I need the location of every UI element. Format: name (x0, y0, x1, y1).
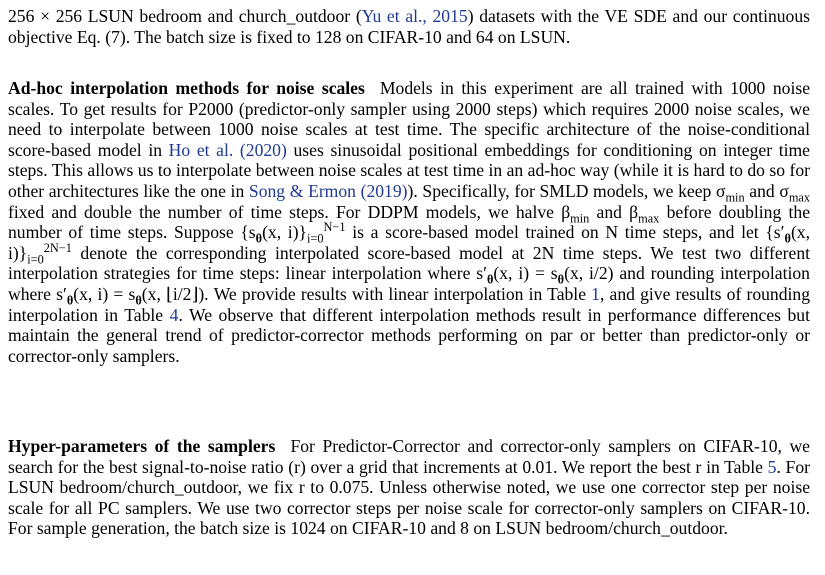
text: ) datasets with the VE SDE and our continuous objective Eq. (7). The batch size is fixed to 128 on CIFAR-10 and 64 on LSUN. (8, 6, 810, 47)
citation-link[interactable]: Yu et al., 2015 (361, 6, 468, 26)
text: (x, i)} (262, 222, 307, 243)
text: , and give results of rounding interpolation in Table (8, 283, 811, 325)
subscript: max (638, 211, 660, 226)
text: (x, ⌊i/2⌋). We provide results with linear interpolation in Table (141, 283, 592, 304)
text: . We observe that different interpolation methods result in performance differences but maintain the general trend of predictor-corrector methods performing on par or better than predictor-only or corrector-only samplers. (8, 304, 810, 366)
superscript: N−1 (323, 220, 346, 235)
text: 256 × 256 LSUN bedroom and church_outdoor ( (8, 6, 362, 26)
text: (x, i) = s (73, 283, 136, 304)
citation-link[interactable]: Song & Ermon (2019) (248, 180, 408, 201)
subscript: max (788, 190, 811, 205)
text: (x, i) = s (493, 263, 558, 284)
subscript: θ (784, 231, 791, 246)
table-ref-link[interactable]: 5 (767, 456, 777, 477)
subscript: θ (135, 293, 142, 308)
text: uses sinusoidal positional embeddings for conditioning on integer time steps. This allows us to interpolate between noise scales at test time in an ad-hoc way (while it is hard to do so for other architectures like the one in (8, 139, 810, 201)
text: is a score-based model trained on N time steps, and let {s′ (345, 222, 785, 243)
text: . For LSUN bedroom/church_outdoor, we fix r to 0.075. Unless otherwise noted, we use one corrector step per noise scale for all PC samplers. We use two corrector steps per noise scale for corrector-only samplers on CIFAR-10. For sample generation, the batch size is 1024 on CIFAR-10 and 8 on LSUN bedroom/church_outdoor. (8, 456, 810, 539)
paragraph-sampler-hyperparameters (8, 436, 810, 539)
table-ref-link[interactable]: 4 (169, 304, 179, 325)
paragraph-intro (8, 6, 810, 47)
subscript: i=0 (307, 231, 324, 246)
paragraph-adhoc-interpolation (8, 78, 810, 366)
text: Models in this experiment are all trained with 1000 noise scales. To get results for P2000 (predictor-only sampler using 2000 steps) which requires 2000 noise scales, we need to interpolate between 1000 noise scales at test time. The specific architecture of the noise-conditional score-based model in (8, 78, 810, 160)
text: For Predictor-Corrector and corrector-only samplers on CIFAR-10, we search for the best signal-to-noise ratio (r) over a grid that increments at 0.01. We report the best r in Table (8, 436, 810, 477)
text: and σ (744, 180, 789, 201)
text: and β (589, 201, 639, 222)
text: denote the corresponding interpolated score-based model at 2N time steps. We test two different interpolation strategies for time steps: linear interpolation where s′ (8, 242, 810, 284)
subscript: min (570, 211, 590, 226)
subscript: i=0 (27, 252, 44, 267)
paragraph-heading: Ad-hoc interpolation methods for noise scales (8, 78, 365, 98)
subscript: θ (66, 293, 74, 308)
text: before doubling the number of time steps. Suppose {s (8, 201, 810, 243)
text: (x, i)} (8, 222, 810, 263)
text: (x, i/2) and rounding interpolation where s′ (8, 263, 810, 304)
subscript: θ (557, 272, 565, 287)
citation-link[interactable]: Ho et al. (2020) (168, 139, 287, 160)
paragraph-heading: Hyper-parameters of the samplers (8, 436, 276, 456)
superscript: 2N−1 (43, 240, 72, 255)
subscript: min (725, 190, 745, 205)
table-ref-link[interactable]: 1 (591, 283, 600, 304)
subscript: θ (255, 231, 263, 246)
subscript: θ (486, 272, 494, 287)
text: fixed and double the number of time steps. For DDPM models, we halve β (8, 201, 571, 222)
text: ). Specifically, for SMLD models, we keep σ (407, 180, 726, 201)
